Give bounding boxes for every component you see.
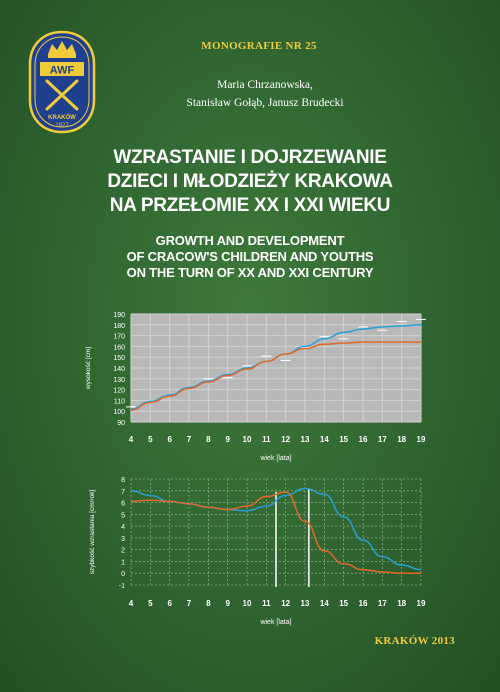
y-tick-label: 3	[121, 535, 125, 543]
y-tick-label: 170	[113, 333, 125, 341]
y-tick-label: 90	[117, 420, 125, 427]
y-tick-label: 110	[113, 398, 125, 406]
y-tick-label: 2	[121, 547, 125, 555]
x-tick-label: 6	[167, 599, 172, 608]
x-tick-label: 9	[225, 435, 230, 444]
y-tick-label: 100	[113, 409, 125, 417]
y-tick-label: 160	[113, 344, 125, 352]
y-tick-label: 1	[121, 559, 125, 567]
y-tick-label: 150	[113, 355, 125, 363]
x-tick-label: 5	[148, 435, 153, 444]
x-tick-label: 6	[167, 435, 172, 444]
place-year: KRAKÓW 2013	[374, 635, 455, 647]
x-axis-label: wiek [lata]	[260, 455, 292, 462]
x-tick-label: 8	[206, 435, 211, 444]
x-axis-label: wiek [lata]	[260, 619, 292, 626]
x-tick-label: 10	[242, 435, 252, 444]
y-tick-label: 180	[113, 322, 125, 330]
x-tick-label: 13	[300, 599, 310, 608]
x-tick-label: 7	[186, 435, 192, 444]
x-tick-label: 13	[300, 435, 310, 444]
x-tick-label: 16	[358, 435, 368, 444]
title-line: DZIECI I MŁODZIEŻY KRAKOWA	[107, 171, 393, 192]
x-tick-label: 8	[206, 599, 211, 608]
title-line: GROWTH AND DEVELOPMENT	[155, 233, 345, 248]
x-tick-label: 17	[377, 435, 387, 444]
y-axis-label: wysokość [cm]	[85, 346, 92, 390]
y-tick-label: -1	[118, 583, 125, 590]
y-tick-label: 7	[121, 488, 125, 496]
logo-krakow-text: KRAKÓW	[48, 115, 76, 121]
x-tick-label: 14	[319, 599, 329, 608]
y-tick-label: 130	[113, 376, 125, 384]
x-tick-label: 19	[416, 599, 426, 608]
series-label: MONOGRAFIE NR 25	[201, 40, 317, 52]
x-tick-label: 15	[339, 435, 349, 444]
x-tick-label: 10	[242, 599, 252, 608]
logo-year-text: 1927	[55, 123, 69, 129]
x-tick-label: 16	[358, 599, 368, 608]
author-line: Maria Chrzanowska,	[217, 79, 313, 91]
x-tick-label: 11	[262, 599, 271, 608]
author-line: Stanisław Gołąb, Janusz Brudecki	[186, 97, 344, 109]
y-tick-label: 120	[113, 387, 125, 395]
x-tick-label: 18	[397, 435, 407, 444]
logo-awf-text: AWF	[49, 64, 75, 77]
x-tick-label: 15	[339, 599, 349, 608]
y-tick-label: 140	[113, 366, 125, 373]
x-tick-label: 19	[416, 435, 426, 444]
y-tick-label: 5	[121, 512, 125, 520]
x-tick-label: 4	[128, 599, 134, 608]
x-tick-label: 18	[397, 599, 407, 608]
y-axis-label: szybkość wzrastania [cm/rok]	[89, 489, 96, 575]
y-tick-label: 4	[121, 524, 125, 532]
title-line: OF CRACOW'S CHILDREN AND YOUTHS	[126, 249, 374, 264]
x-tick-label: 9	[225, 599, 230, 608]
y-tick-label: 8	[121, 477, 125, 484]
x-tick-label: 12	[281, 435, 291, 444]
x-tick-label: 11	[262, 435, 271, 444]
x-tick-label: 4	[128, 435, 134, 444]
x-tick-label: 5	[148, 599, 153, 608]
title-line: NA PRZEŁOMIE XX I XXI WIEKU	[109, 195, 391, 216]
x-tick-label: 7	[186, 599, 192, 608]
x-tick-label: 17	[377, 599, 387, 608]
title-line: ON THE TURN OF XX AND XXI CENTURY	[126, 265, 374, 280]
y-tick-label: 6	[121, 500, 125, 508]
x-tick-label: 12	[281, 599, 291, 608]
title-line: WZRASTANIE I DOJRZEWANIE	[113, 147, 387, 168]
x-tick-label: 14	[319, 435, 329, 444]
y-tick-label: 0	[121, 571, 125, 579]
y-tick-label: 190	[113, 312, 125, 319]
